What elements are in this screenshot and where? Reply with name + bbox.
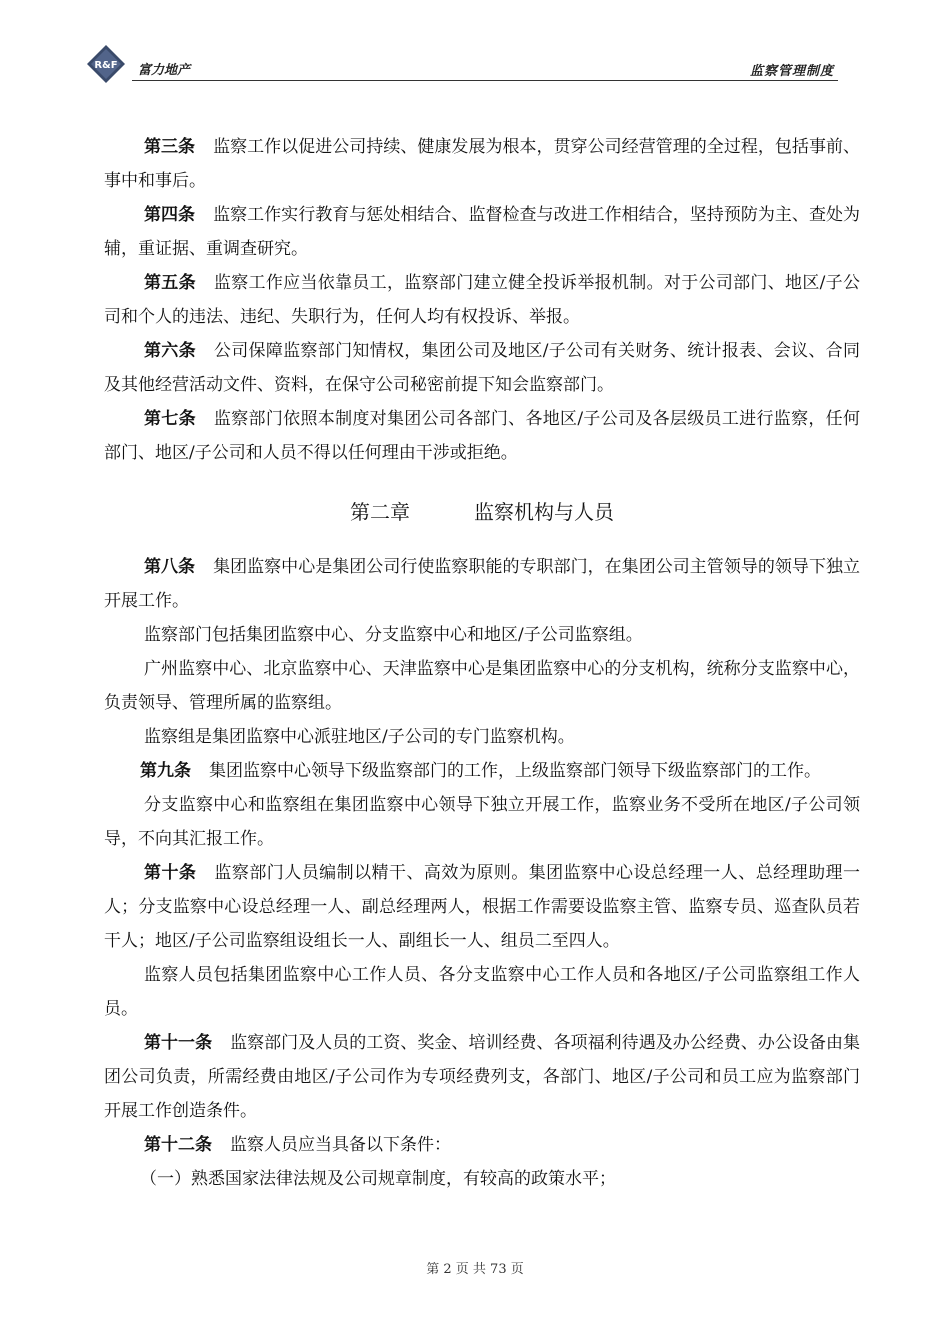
- article-text: 监察人员应当具备以下条件：: [230, 1135, 451, 1155]
- company-logo: [86, 44, 126, 84]
- article-label: 第十条: [144, 863, 197, 883]
- article-text: 监察部门及人员的工资、奖金、培训经费、各项福利待遇及办公经费、办公设备由集团公司负责，所需经费由地区/子公司作为专项经费列支，各部门、地区/子公司和员工应为监察部门开展工作创造条件。: [104, 1033, 861, 1121]
- chapter-number: 第二章: [350, 500, 410, 524]
- paragraph: 分支监察中心和监察组在集团监察中心领导下独立开展工作，监察业务不受所在地区/子公司领导，不向其汇报工作。: [104, 795, 860, 849]
- article-9: [104, 754, 860, 788]
- chapter-heading: [104, 494, 860, 530]
- article-text: 监察部门人员编制以精干、高效为原则。集团监察中心设总经理一人、总经理助理一人；分支监察中心设总经理一人、副总经理两人，根据工作需要设监察主管、监察专员、巡查队员若干人；地区/子公司监察组设组长一人、副组长一人、组员二至四人。: [104, 863, 861, 951]
- document-body: [104, 130, 860, 1196]
- article-7: [104, 402, 860, 470]
- article-text: 集团监察中心领导下级监察部门的工作，上级监察部门领导下级监察部门的工作。: [209, 761, 821, 781]
- article-label: 第五条: [144, 273, 196, 293]
- document-title: 监察管理制度: [749, 64, 834, 79]
- page-footer: 第 2 页 共 73 页: [426, 1262, 524, 1277]
- paragraph: 监察人员包括集团监察中心工作人员、各分支监察中心工作人员和各地区/子公司监察组工作人员。: [104, 965, 860, 1019]
- article-label: 第十一条: [144, 1033, 213, 1053]
- article-label: 第六条: [144, 341, 196, 361]
- article-text: 监察工作实行教育与惩处相结合、监督检查与改进工作相结合，坚持预防为主、查处为辅，重证据、重调查研究。: [104, 205, 861, 259]
- article-text: 监察部门依照本制度对集团公司各部门、各地区/子公司及各层级员工进行监察，任何部门、地区/子公司和人员不得以任何理由干涉或拒绝。: [104, 409, 860, 463]
- page-header: [86, 44, 838, 84]
- article-text: 公司保障监察部门知情权，集团公司及地区/子公司有关财务、统计报表、会议、合同及其他经营活动文件、资料，在保守公司秘密前提下知会监察部门。: [104, 341, 860, 395]
- header-rule: [132, 80, 838, 81]
- article-6: [104, 334, 860, 402]
- article-8: [104, 550, 860, 618]
- brand-name: 富力地产: [138, 63, 191, 78]
- article-text: 集团监察中心是集团公司行使监察职能的专职部门，在集团公司主管领导的领导下独立开展工作。: [104, 557, 861, 611]
- logo-text: R&F: [94, 60, 118, 71]
- chapter-title: 监察机构与人员: [474, 500, 614, 524]
- article-11: [104, 1026, 860, 1128]
- article-label: 第三条: [144, 137, 196, 157]
- article-text: 监察工作以促进公司持续、健康发展为根本，贯穿公司经营管理的全过程，包括事前、事中和事后。: [104, 137, 861, 191]
- article-label: 第九条: [140, 761, 191, 781]
- article-3: [104, 130, 860, 198]
- paragraph: 广州监察中心、北京监察中心、天津监察中心是集团监察中心的分支机构，统称分支监察中心，负责领导、管理所属的监察组。: [104, 659, 860, 713]
- paragraph: 监察部门包括集团监察中心、分支监察中心和地区/子公司监察组。: [144, 625, 643, 645]
- article-label: 第八条: [144, 557, 196, 577]
- list-item: （一）熟悉国家法律法规及公司规章制度，有较高的政策水平；: [140, 1169, 616, 1189]
- article-label: 第四条: [144, 205, 196, 225]
- article-label: 第十二条: [144, 1135, 212, 1155]
- article-10: [104, 856, 860, 958]
- article-4: [104, 198, 860, 266]
- article-text: 监察工作应当依靠员工，监察部门建立健全投诉举报机制。对于公司部门、地区/子公司和个人的违法、违纪、失职行为，任何人均有权投诉、举报。: [104, 273, 860, 327]
- article-12: [104, 1128, 860, 1162]
- article-5: [104, 266, 860, 334]
- paragraph: 监察组是集团监察中心派驻地区/子公司的专门监察机构。: [144, 727, 575, 747]
- article-label: 第七条: [144, 409, 196, 429]
